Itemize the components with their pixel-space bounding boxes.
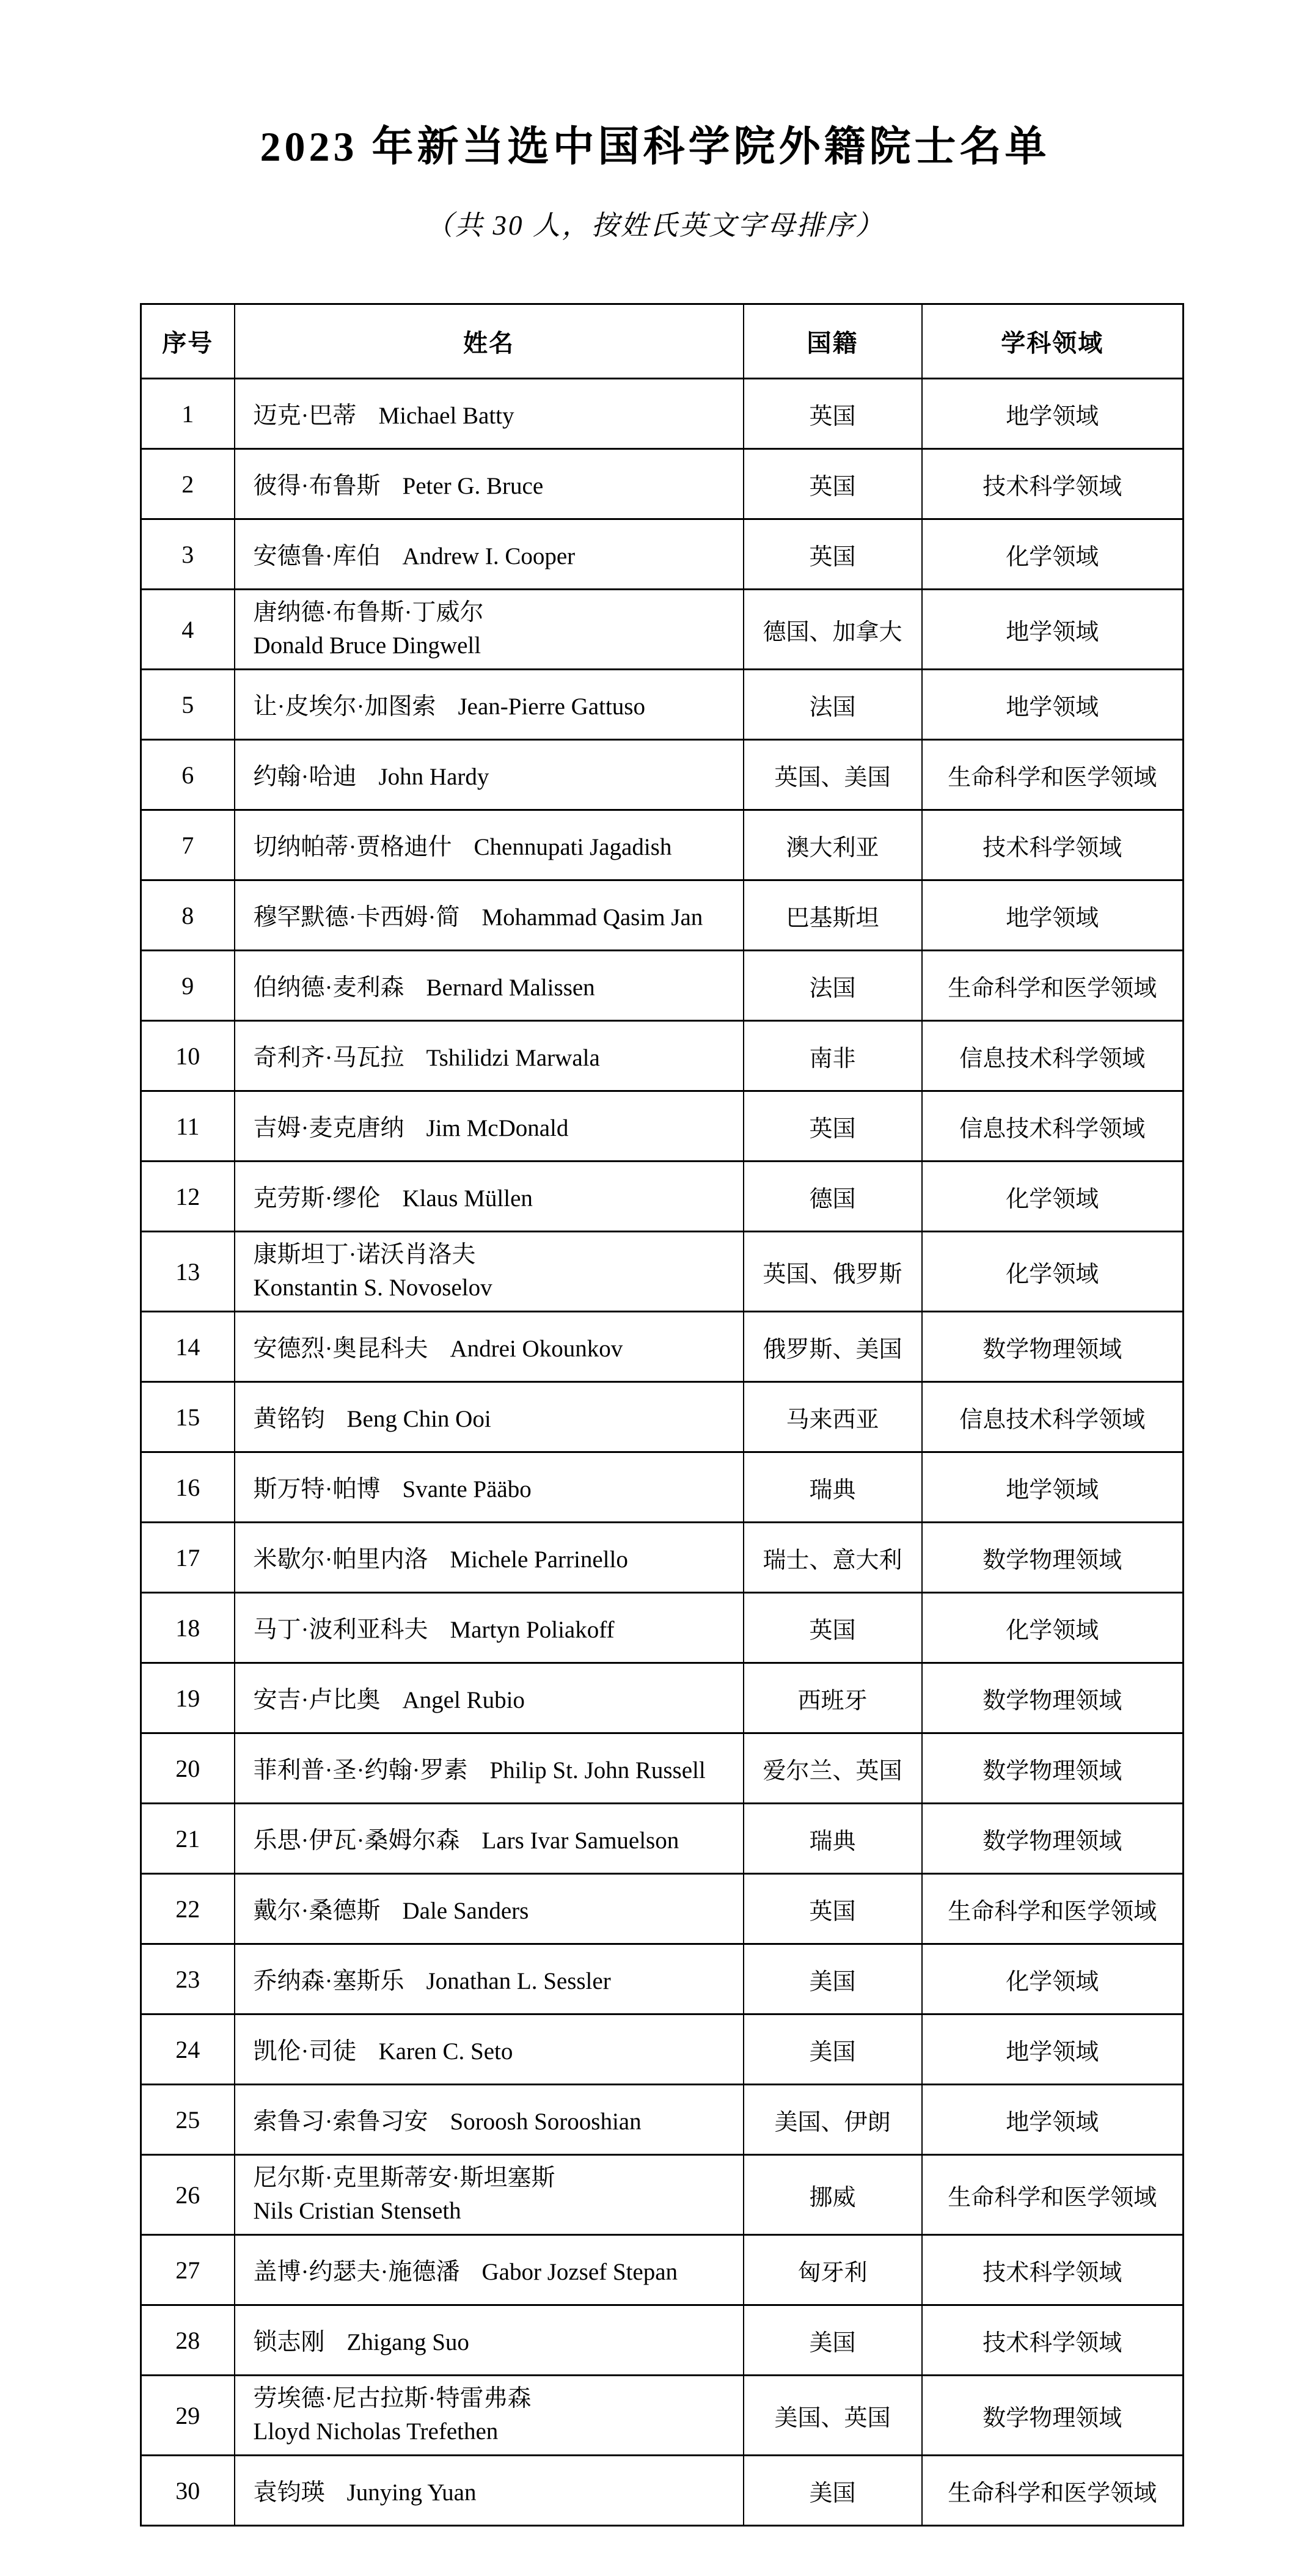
cell-nationality: 英国 bbox=[744, 1091, 922, 1162]
name-zh: 黄铭钧 bbox=[253, 1406, 325, 1433]
name-zh: 奇利齐·马瓦拉 bbox=[253, 1045, 404, 1072]
cell-nationality: 英国 bbox=[744, 519, 922, 590]
cell-name bbox=[235, 2014, 744, 2085]
cell-field: 数学物理领域 bbox=[922, 1523, 1184, 1593]
cell-nationality: 法国 bbox=[744, 670, 922, 740]
name-en: Peter G. Bruce bbox=[402, 473, 544, 500]
table-row bbox=[141, 951, 1184, 1021]
cell-field: 地学领域 bbox=[922, 590, 1184, 670]
cell-nationality: 俄罗斯、美国 bbox=[744, 1312, 922, 1382]
cell-row-index: 1 bbox=[141, 379, 235, 449]
cell-field: 信息技术科学领域 bbox=[922, 1091, 1184, 1162]
col-header-field: 学科领域 bbox=[922, 304, 1184, 379]
cell-name bbox=[235, 740, 744, 810]
cell-field: 地学领域 bbox=[922, 2014, 1184, 2085]
table-row bbox=[141, 2155, 1184, 2235]
cell-row-index: 25 bbox=[141, 2085, 235, 2155]
name-en: Jim McDonald bbox=[426, 1115, 569, 1142]
cell-row-index: 29 bbox=[141, 2376, 235, 2456]
name-zh: 伯纳德·麦利森 bbox=[253, 975, 404, 1001]
name-zh: 尼尔斯·克里斯蒂安·斯坦塞斯 bbox=[253, 2165, 555, 2192]
cell-nationality: 美国 bbox=[744, 1944, 922, 2014]
name-zh: 安吉·卢比奥 bbox=[253, 1687, 381, 1714]
cell-field: 地学领域 bbox=[922, 880, 1184, 951]
cell-row-index: 8 bbox=[141, 880, 235, 951]
cell-row-index: 12 bbox=[141, 1162, 235, 1232]
cell-field: 数学物理领域 bbox=[922, 1312, 1184, 1382]
cell-nationality: 英国 bbox=[744, 379, 922, 449]
cell-nationality: 马来西亚 bbox=[744, 1382, 922, 1452]
cell-row-index: 10 bbox=[141, 1021, 235, 1091]
cell-field: 地学领域 bbox=[922, 2085, 1184, 2155]
table-row bbox=[141, 1874, 1184, 1944]
cell-nationality: 南非 bbox=[744, 1021, 922, 1091]
table-row bbox=[141, 1663, 1184, 1733]
name-en: Bernard Malissen bbox=[426, 975, 595, 1001]
cell-name bbox=[235, 1944, 744, 2014]
name-zh: 凯伦·司徒 bbox=[253, 2038, 357, 2065]
table-row bbox=[141, 1162, 1184, 1232]
cell-nationality: 澳大利亚 bbox=[744, 810, 922, 880]
cell-field: 数学物理领域 bbox=[922, 1663, 1184, 1733]
name-en: Karen C. Seto bbox=[378, 2038, 513, 2065]
table-row bbox=[141, 1021, 1184, 1091]
cell-field: 化学领域 bbox=[922, 519, 1184, 590]
cell-name bbox=[235, 1804, 744, 1874]
cell-nationality: 英国 bbox=[744, 1874, 922, 1944]
name-en: Konstantin S. Novoselov bbox=[253, 1275, 492, 1301]
cell-nationality: 美国、伊朗 bbox=[744, 2085, 922, 2155]
cell-row-index: 4 bbox=[141, 590, 235, 670]
table-row bbox=[141, 1593, 1184, 1663]
cell-nationality: 挪威 bbox=[744, 2155, 922, 2235]
cell-row-index: 2 bbox=[141, 449, 235, 519]
cell-nationality: 英国 bbox=[744, 1593, 922, 1663]
name-zh: 切纳帕蒂·贾格迪什 bbox=[253, 834, 452, 861]
cell-field: 生命科学和医学领域 bbox=[922, 740, 1184, 810]
name-zh: 吉姆·麦克唐纳 bbox=[253, 1115, 404, 1142]
cell-nationality: 瑞典 bbox=[744, 1804, 922, 1874]
cell-field: 数学物理领域 bbox=[922, 1804, 1184, 1874]
name-zh: 斯万特·帕博 bbox=[253, 1476, 381, 1503]
name-en: Chennupati Jagadish bbox=[474, 834, 672, 861]
cell-name bbox=[235, 1452, 744, 1523]
name-en: John Hardy bbox=[378, 764, 489, 791]
cell-field: 技术科学领域 bbox=[922, 810, 1184, 880]
table-row bbox=[141, 740, 1184, 810]
name-en: Michele Parrinello bbox=[450, 1546, 628, 1573]
cell-field: 信息技术科学领域 bbox=[922, 1021, 1184, 1091]
cell-name bbox=[235, 449, 744, 519]
cell-name bbox=[235, 1733, 744, 1804]
cell-row-index: 7 bbox=[141, 810, 235, 880]
name-en: Donald Bruce Dingwell bbox=[253, 632, 481, 659]
page-subtitle: （共 30 人，按姓氏英文字母排序） bbox=[425, 210, 885, 241]
table-row bbox=[141, 2305, 1184, 2376]
cell-field: 数学物理领域 bbox=[922, 2376, 1184, 2456]
cell-row-index: 20 bbox=[141, 1733, 235, 1804]
name-en: Junying Yuan bbox=[346, 2479, 477, 2506]
name-zh: 安德鲁·库伯 bbox=[253, 543, 381, 570]
name-zh: 克劳斯·缪伦 bbox=[253, 1185, 381, 1212]
cell-name bbox=[235, 2235, 744, 2305]
name-en: Martyn Poliakoff bbox=[450, 1617, 615, 1644]
name-zh: 菲利普·圣·约翰·罗素 bbox=[253, 1757, 468, 1784]
name-en: Gabor Jozsef Stepan bbox=[481, 2259, 678, 2286]
cell-nationality: 巴基斯坦 bbox=[744, 880, 922, 951]
name-zh: 米歇尔·帕里内洛 bbox=[253, 1546, 428, 1573]
col-header-index: 序号 bbox=[141, 304, 235, 379]
cell-name bbox=[235, 1523, 744, 1593]
name-en: Lloyd Nicholas Trefethen bbox=[253, 2418, 499, 2445]
cell-nationality: 德国 bbox=[744, 1162, 922, 1232]
cell-nationality: 法国 bbox=[744, 951, 922, 1021]
cell-name bbox=[235, 670, 744, 740]
cell-row-index: 18 bbox=[141, 1593, 235, 1663]
cell-field: 地学领域 bbox=[922, 670, 1184, 740]
name-en: Nils Cristian Stenseth bbox=[253, 2198, 461, 2225]
table-row bbox=[141, 1523, 1184, 1593]
cell-row-index: 30 bbox=[141, 2456, 235, 2526]
table-row bbox=[141, 2235, 1184, 2305]
name-en: Jean-Pierre Gattuso bbox=[458, 693, 645, 720]
name-en: Jonathan L. Sessler bbox=[426, 1968, 611, 1995]
cell-name bbox=[235, 590, 744, 670]
table-row bbox=[141, 1733, 1184, 1804]
cell-nationality: 匈牙利 bbox=[744, 2235, 922, 2305]
cell-row-index: 21 bbox=[141, 1804, 235, 1874]
name-en: Andrew I. Cooper bbox=[402, 543, 576, 570]
name-en: Michael Batty bbox=[378, 403, 514, 430]
name-zh: 康斯坦丁·诺沃肖洛夫 bbox=[253, 1242, 476, 1268]
cell-row-index: 22 bbox=[141, 1874, 235, 1944]
cell-field: 数学物理领域 bbox=[922, 1733, 1184, 1804]
cell-field: 技术科学领域 bbox=[922, 449, 1184, 519]
cell-field: 信息技术科学领域 bbox=[922, 1382, 1184, 1452]
name-zh: 乔纳森·塞斯乐 bbox=[253, 1968, 404, 1995]
cell-nationality: 美国 bbox=[744, 2014, 922, 2085]
cell-field: 生命科学和医学领域 bbox=[922, 951, 1184, 1021]
cell-field: 技术科学领域 bbox=[922, 2235, 1184, 2305]
name-en: Beng Chin Ooi bbox=[346, 1406, 491, 1433]
name-zh: 彼得·布鲁斯 bbox=[253, 473, 381, 500]
cell-row-index: 9 bbox=[141, 951, 235, 1021]
academicians-table bbox=[140, 303, 1184, 2527]
table-row bbox=[141, 1382, 1184, 1452]
cell-name bbox=[235, 2155, 744, 2235]
table-row bbox=[141, 2456, 1184, 2526]
cell-name bbox=[235, 1312, 744, 1382]
cell-name bbox=[235, 880, 744, 951]
cell-nationality: 英国 bbox=[744, 449, 922, 519]
cell-row-index: 28 bbox=[141, 2305, 235, 2376]
cell-row-index: 17 bbox=[141, 1523, 235, 1593]
name-zh: 盖博·约瑟夫·施德潘 bbox=[253, 2259, 460, 2286]
cell-field: 生命科学和医学领域 bbox=[922, 1874, 1184, 1944]
table-row bbox=[141, 880, 1184, 951]
cell-field: 化学领域 bbox=[922, 1944, 1184, 2014]
name-zh: 锁志刚 bbox=[253, 2329, 325, 2356]
table-row bbox=[141, 1804, 1184, 1874]
cell-name bbox=[235, 810, 744, 880]
cell-name bbox=[235, 1874, 744, 1944]
cell-nationality: 瑞典 bbox=[744, 1452, 922, 1523]
cell-name bbox=[235, 1021, 744, 1091]
table-row bbox=[141, 519, 1184, 590]
name-en: Mohammad Qasim Jan bbox=[481, 904, 703, 931]
cell-row-index: 15 bbox=[141, 1382, 235, 1452]
cell-field: 生命科学和医学领域 bbox=[922, 2155, 1184, 2235]
cell-nationality: 英国、美国 bbox=[744, 740, 922, 810]
page-title: 2023 年新当选中国科学院外籍院士名单 bbox=[260, 123, 1050, 170]
cell-nationality: 瑞士、意大利 bbox=[744, 1523, 922, 1593]
cell-name bbox=[235, 1382, 744, 1452]
cell-row-index: 5 bbox=[141, 670, 235, 740]
cell-row-index: 19 bbox=[141, 1663, 235, 1733]
cell-name bbox=[235, 1232, 744, 1312]
cell-name bbox=[235, 1663, 744, 1733]
name-zh: 迈克·巴蒂 bbox=[253, 403, 357, 430]
cell-row-index: 24 bbox=[141, 2014, 235, 2085]
cell-row-index: 16 bbox=[141, 1452, 235, 1523]
name-en: Andrei Okounkov bbox=[450, 1336, 623, 1363]
cell-nationality: 美国、英国 bbox=[744, 2376, 922, 2456]
name-zh: 约翰·哈迪 bbox=[253, 764, 357, 791]
name-zh: 乐思·伊瓦·桑姆尔森 bbox=[253, 1828, 460, 1854]
table-row bbox=[141, 1091, 1184, 1162]
table-row bbox=[141, 590, 1184, 670]
cell-name bbox=[235, 1593, 744, 1663]
table-row bbox=[141, 810, 1184, 880]
table-row bbox=[141, 1944, 1184, 2014]
col-header-name: 姓名 bbox=[235, 304, 744, 379]
cell-name bbox=[235, 1162, 744, 1232]
cell-row-index: 6 bbox=[141, 740, 235, 810]
name-zh: 唐纳德·布鲁斯·丁威尔 bbox=[253, 599, 484, 626]
cell-name bbox=[235, 2456, 744, 2526]
name-en: Soroosh Sorooshian bbox=[450, 2109, 642, 2135]
cell-row-index: 3 bbox=[141, 519, 235, 590]
name-en: Lars Ivar Samuelson bbox=[481, 1828, 679, 1854]
col-header-nationality: 国籍 bbox=[744, 304, 922, 379]
cell-name bbox=[235, 2305, 744, 2376]
name-en: Dale Sanders bbox=[402, 1898, 529, 1925]
cell-name bbox=[235, 519, 744, 590]
table-row bbox=[141, 1452, 1184, 1523]
name-zh: 穆罕默德·卡西姆·简 bbox=[253, 904, 460, 931]
name-en: Klaus Müllen bbox=[402, 1185, 533, 1212]
cell-name bbox=[235, 379, 744, 449]
cell-field: 生命科学和医学领域 bbox=[922, 2456, 1184, 2526]
name-en: Philip St. John Russell bbox=[489, 1757, 706, 1784]
name-zh: 袁钧瑛 bbox=[253, 2479, 325, 2506]
cell-nationality: 德国、加拿大 bbox=[744, 590, 922, 670]
cell-field: 化学领域 bbox=[922, 1232, 1184, 1312]
cell-field: 地学领域 bbox=[922, 379, 1184, 449]
table-row bbox=[141, 449, 1184, 519]
name-en: Tshilidzi Marwala bbox=[426, 1045, 600, 1072]
cell-row-index: 23 bbox=[141, 1944, 235, 2014]
name-zh: 让·皮埃尔·加图索 bbox=[253, 693, 436, 720]
cell-row-index: 26 bbox=[141, 2155, 235, 2235]
cell-row-index: 27 bbox=[141, 2235, 235, 2305]
table-row bbox=[141, 2376, 1184, 2456]
cell-field: 化学领域 bbox=[922, 1593, 1184, 1663]
cell-name bbox=[235, 951, 744, 1021]
cell-nationality: 美国 bbox=[744, 2305, 922, 2376]
cell-nationality: 英国、俄罗斯 bbox=[744, 1232, 922, 1312]
cell-nationality: 西班牙 bbox=[744, 1663, 922, 1733]
name-zh: 劳埃德·尼古拉斯·特雷弗森 bbox=[253, 2385, 532, 2412]
cell-nationality: 美国 bbox=[744, 2456, 922, 2526]
cell-name bbox=[235, 2085, 744, 2155]
cell-row-index: 13 bbox=[141, 1232, 235, 1312]
name-zh: 马丁·波利亚科夫 bbox=[253, 1617, 428, 1644]
table-row bbox=[141, 1312, 1184, 1382]
name-zh: 索鲁习·索鲁习安 bbox=[253, 2109, 428, 2135]
cell-field: 化学领域 bbox=[922, 1162, 1184, 1232]
cell-name bbox=[235, 1091, 744, 1162]
name-en: Svante Pääbo bbox=[402, 1476, 532, 1503]
table-header-row bbox=[141, 304, 1184, 379]
cell-field: 地学领域 bbox=[922, 1452, 1184, 1523]
table-row bbox=[141, 379, 1184, 449]
table-row bbox=[141, 1232, 1184, 1312]
cell-field: 技术科学领域 bbox=[922, 2305, 1184, 2376]
cell-row-index: 14 bbox=[141, 1312, 235, 1382]
cell-row-index: 11 bbox=[141, 1091, 235, 1162]
name-en: Zhigang Suo bbox=[346, 2329, 469, 2356]
cell-nationality: 爱尔兰、英国 bbox=[744, 1733, 922, 1804]
name-en: Angel Rubio bbox=[402, 1687, 525, 1714]
table-row bbox=[141, 2014, 1184, 2085]
cell-name bbox=[235, 2376, 744, 2456]
name-zh: 戴尔·桑德斯 bbox=[253, 1898, 381, 1925]
table-row bbox=[141, 2085, 1184, 2155]
name-zh: 安德烈·奥昆科夫 bbox=[253, 1336, 428, 1363]
table-row bbox=[141, 670, 1184, 740]
